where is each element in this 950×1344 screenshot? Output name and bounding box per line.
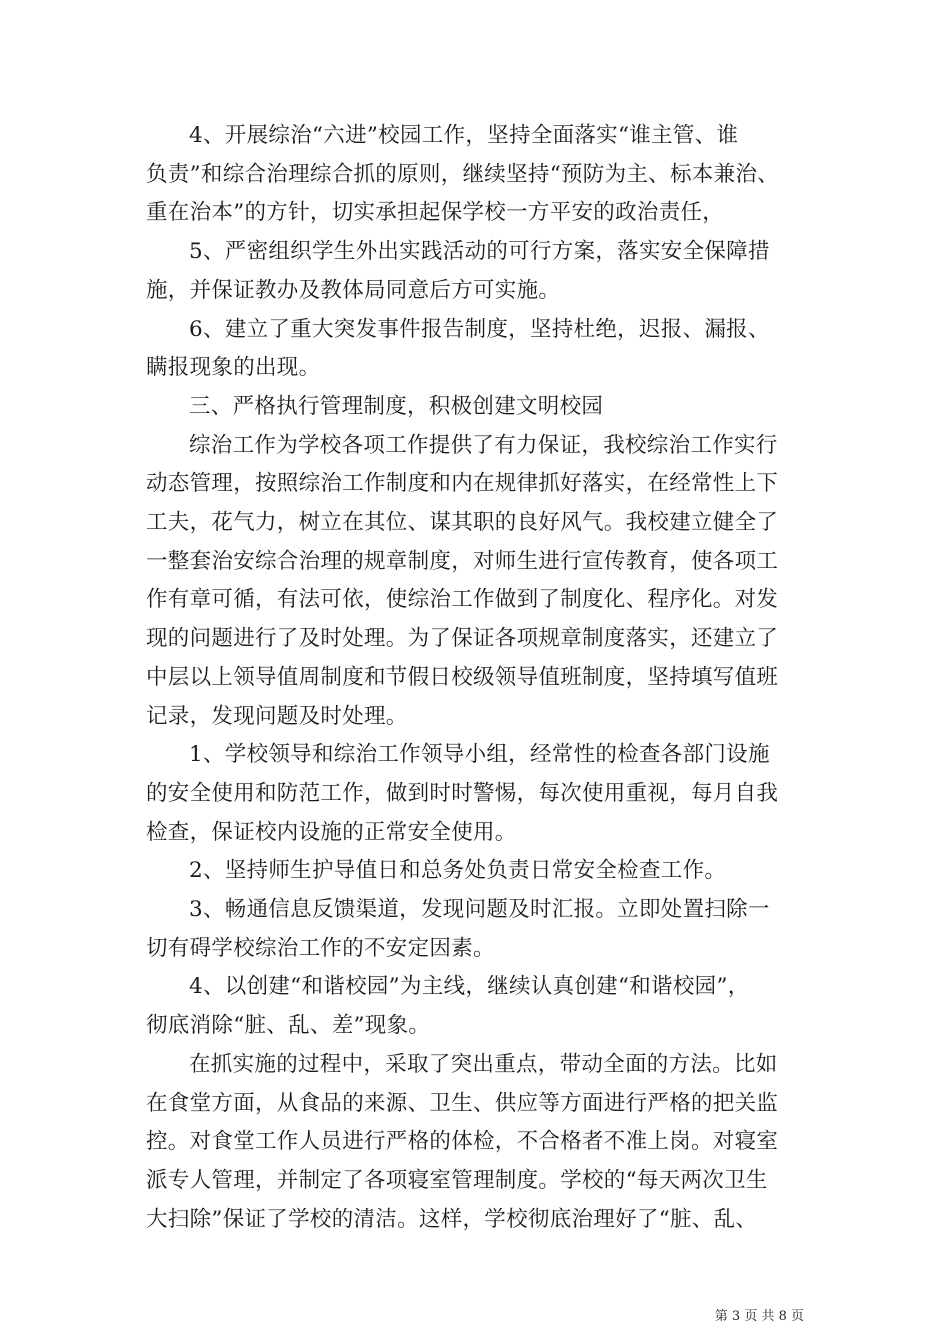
text-line: 的安全使用和防范工作，做到时时警惕，每次使用重视，每月自我	[146, 780, 779, 806]
paragraph	[146, 388, 826, 427]
page-number: 第 3 页 共 8 页	[714, 1309, 804, 1324]
paragraph	[146, 736, 826, 852]
paragraph	[146, 852, 826, 891]
text-line: 中层以上领导值周制度和节假日校级领导值班制度，坚持填写值班	[146, 664, 779, 690]
paragraph	[146, 1046, 826, 1240]
text-line: 大扫除”保证了学校的清洁。这样，学校彻底治理好了“脏、乱、	[146, 1206, 758, 1232]
paragraph	[146, 891, 826, 968]
text-line: 重在治本”的方针，切实承担起保学校一方平安的政治责任，	[146, 200, 725, 226]
text-line: 4、以创建“和谐校园”为主线，继续认真创建“和谐校园”，	[189, 974, 750, 1000]
paragraph	[146, 117, 826, 233]
text-line: 现的问题进行了及时处理。为了保证各项规章制度落实，还建立了	[146, 626, 779, 652]
text-line: 三、严格执行管理制度，积极创建文明校园	[189, 393, 604, 419]
text-line: 2、坚持师生护导值日和总务处负责日常安全检查工作。	[189, 858, 727, 884]
text-line: 1、学校领导和综治工作领导小组，经常性的检查各部门设施	[189, 742, 770, 768]
text-line: 工夫，花气力，树立在其位、谋其职的良好风气。我校建立健全了	[146, 510, 779, 536]
text-line: 动态管理，按照综治工作制度和内在规律抓好落实，在经常性上下	[146, 471, 779, 497]
text-line: 在抓实施的过程中，采取了突出重点，带动全面的方法。比如	[189, 1051, 778, 1077]
text-line: 瞒报现象的出现。	[146, 355, 321, 381]
text-line: 彻底消除“脏、乱、差”现象。	[146, 1013, 431, 1039]
text-line: 作有章可循，有法可依，使综治工作做到了制度化、程序化。对发	[146, 587, 779, 613]
text-line: 派专人管理，并制定了各项寝室管理制度。学校的“每天两次卫生	[146, 1167, 768, 1193]
text-line: 控。对食堂工作人员进行严格的体检，不合格者不准上岗。对寝室	[146, 1129, 779, 1155]
text-line: 施，并保证教办及教体局同意后方可实施。	[146, 277, 561, 303]
text-line: 综治工作为学校各项工作提供了有力保证，我校综治工作实行	[189, 432, 778, 458]
paragraph	[146, 427, 826, 737]
text-line: 4、开展综治“六进”校园工作，坚持全面落实“谁主管、谁	[189, 123, 739, 148]
text-line: 切有碍学校综治工作的不安定因素。	[146, 935, 495, 961]
paragraph	[146, 968, 826, 1045]
text-line: 检查，保证校内设施的正常安全使用。	[146, 819, 517, 845]
text-line: 负责”和综合治理综合抓的原则，继续坚持“预防为主、标本兼治、	[146, 161, 779, 187]
text-line: 记录，发现问题及时处理。	[146, 703, 408, 729]
paragraph	[146, 233, 826, 310]
text-line: 6、建立了重大突发事件报告制度，坚持杜绝，迟报、漏报、	[189, 316, 770, 342]
text-line: 5、严密组织学生外出实践活动的可行方案，落实安全保障措	[189, 239, 770, 265]
document-body	[146, 117, 826, 1239]
text-line: 在食堂方面，从食品的来源、卫生、供应等方面进行严格的把关监	[146, 1090, 779, 1116]
text-line: 3、畅通信息反馈渠道，发现问题及时汇报。立即处置扫除一	[189, 897, 770, 923]
text-line: 一整套治安综合治理的规章制度，对师生进行宣传教育，使各项工	[146, 548, 779, 574]
paragraph	[146, 311, 826, 388]
